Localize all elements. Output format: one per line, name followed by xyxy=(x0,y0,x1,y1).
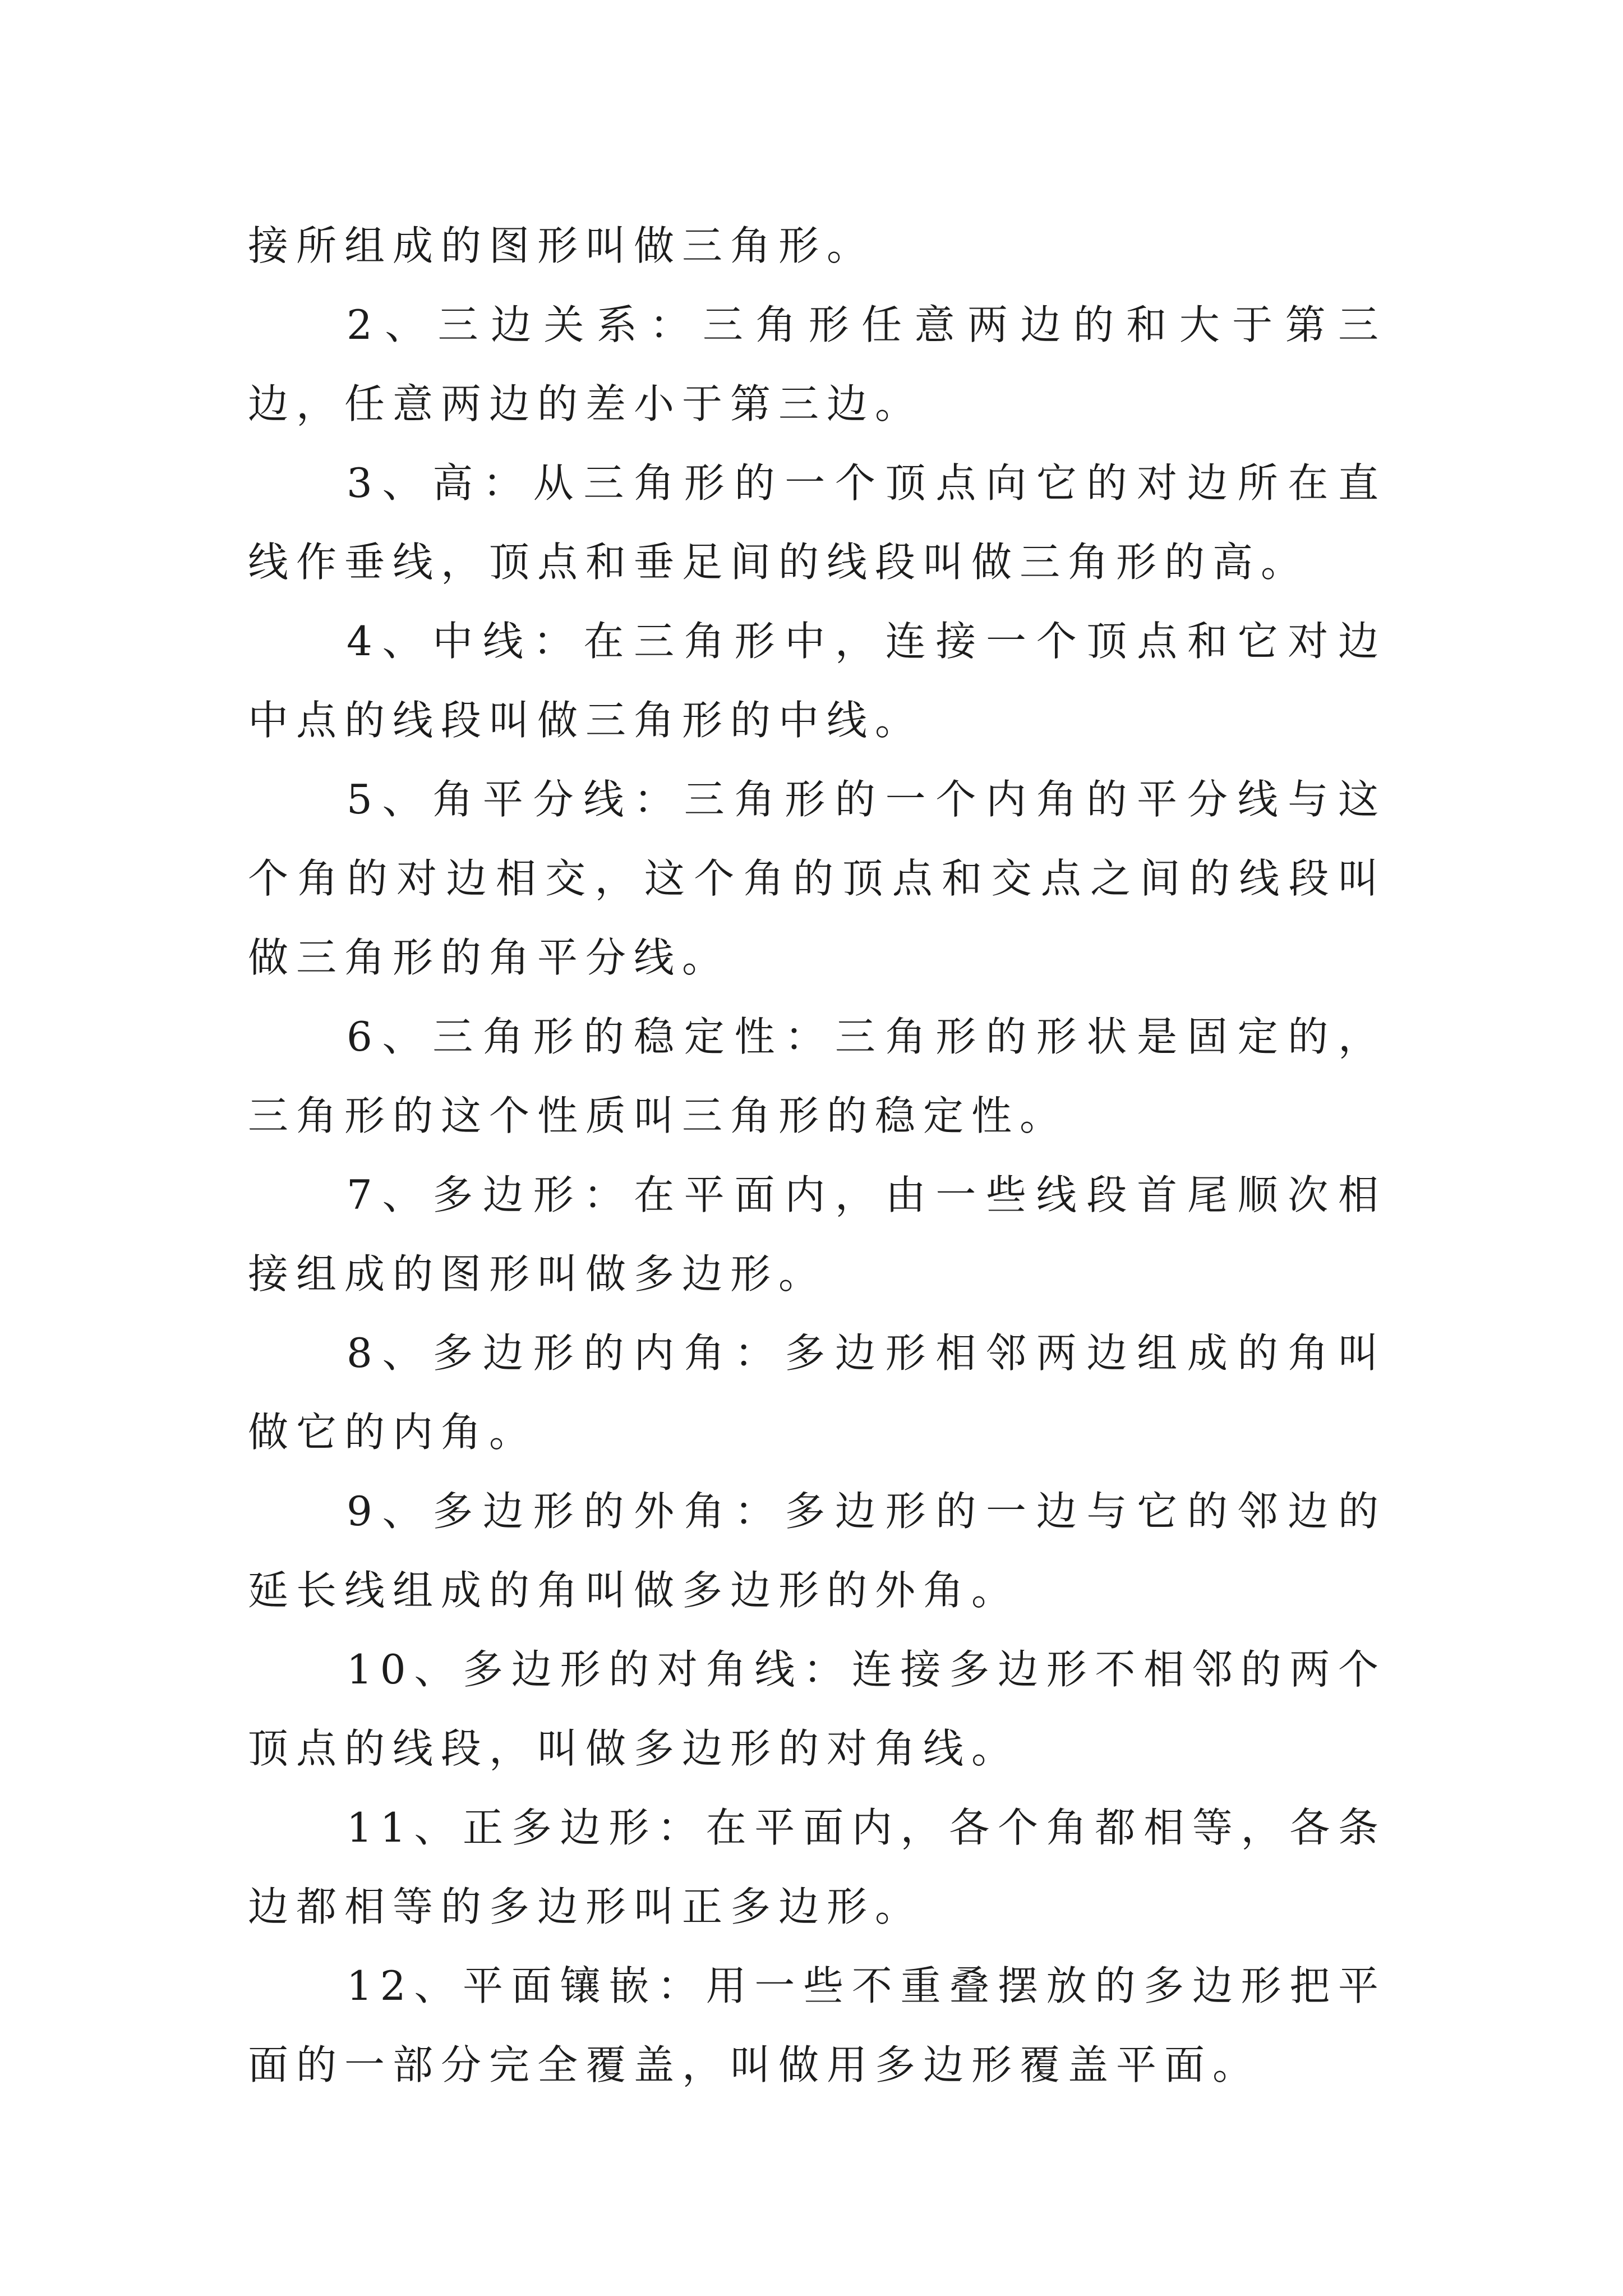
paragraph-item-4: 4、中线：在三角形中，连接一个顶点和它对边中点的线段叫做三角形的中线。 xyxy=(248,618,1386,744)
document-body xyxy=(248,206,1386,2105)
paragraph-item-8: 8、多边形的内角：多边形相邻两边组成的角叫做它的内角。 xyxy=(248,1329,1386,1456)
paragraph-item-5: 5、角平分线：三角形的一个内角的平分线与这个角的对边相交，这个角的顶点和交点之间的线段叫做三角形的角平分线。 xyxy=(248,776,1386,981)
paragraph-item-6: 6、三角形的稳定性：三角形的形状是固定的，三角形的这个性质叫三角形的稳定性。 xyxy=(248,1013,1386,1139)
paragraph-item-11: 11、正多边形：在平面内，各个角都相等，各条边都相等的多边形叫正多边形。 xyxy=(248,1804,1386,1930)
paragraph-item-3: 3、高：从三角形的一个顶点向它的对边所在直线作垂线，顶点和垂足间的线段叫做三角形的高。 xyxy=(248,459,1386,586)
paragraph-item-10: 10、多边形的对角线：连接多边形不相邻的两个顶点的线段，叫做多边形的对角线。 xyxy=(248,1646,1386,1772)
paragraph-item-9: 9、多边形的外角：多边形的一边与它的邻边的延长线组成的角叫做多边形的外角。 xyxy=(248,1488,1386,1614)
paragraph-item-7: 7、多边形：在平面内，由一些线段首尾顺次相接组成的图形叫做多边形。 xyxy=(248,1171,1386,1297)
paragraph-item-12: 12、平面镶嵌：用一些不重叠摆放的多边形把平面的一部分完全覆盖，叫做用多边形覆盖平面。 xyxy=(248,1962,1386,2088)
paragraph-item-2: 2、三边关系：三角形任意两边的和大于第三边，任意两边的差小于第三边。 xyxy=(248,301,1386,427)
paragraph-continuation: 接所组成的图形叫做三角形。 xyxy=(248,222,875,269)
